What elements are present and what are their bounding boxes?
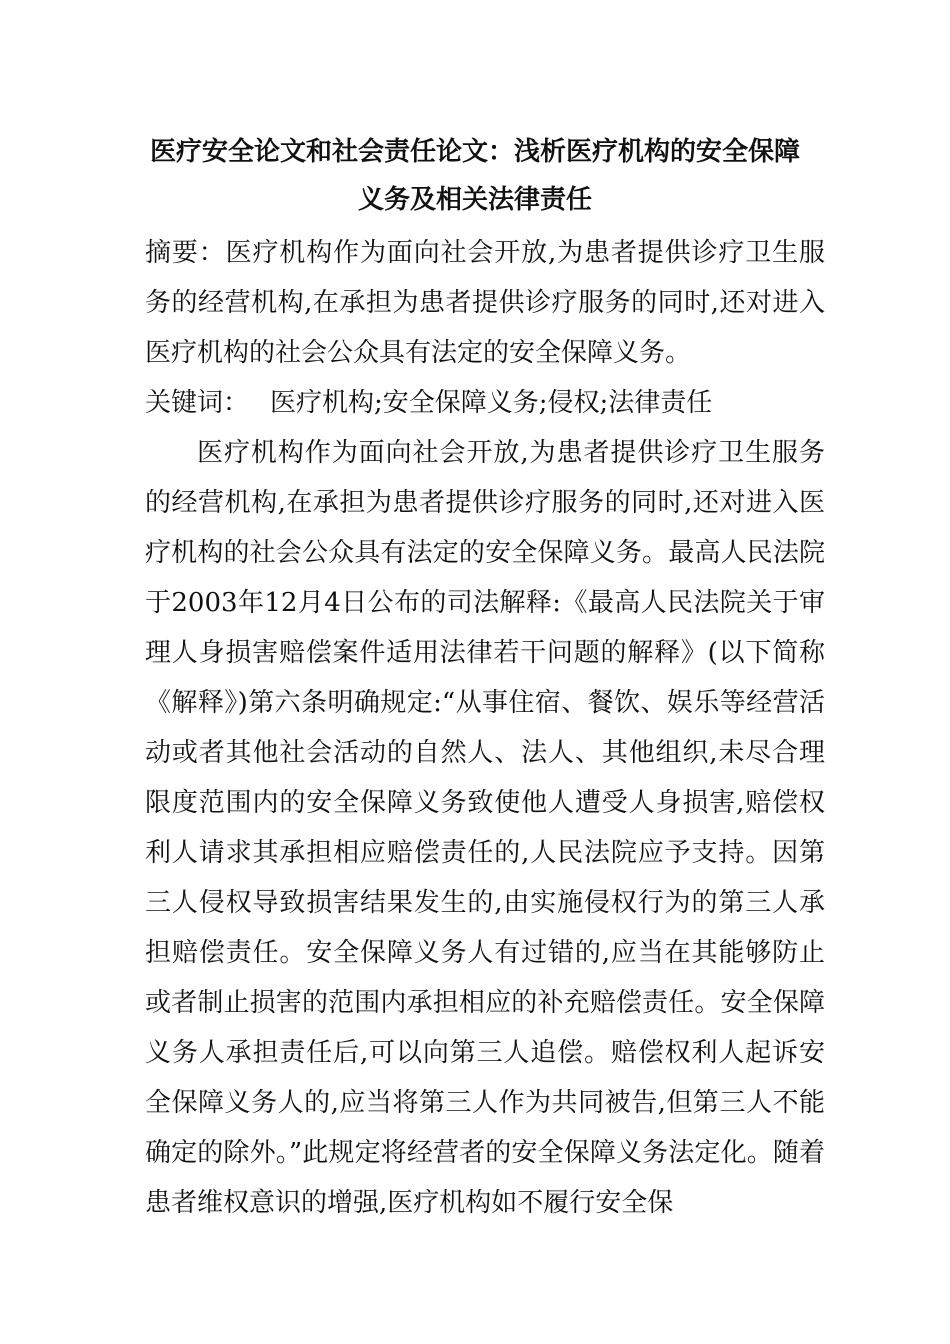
keywords-line [145, 378, 825, 428]
document-title-line-2: 义务及相关法律责任 [357, 185, 592, 215]
keywords-value: 医疗机构;安全保障义务;侵权;法律责任 [270, 388, 713, 418]
body-paragraph: 医疗机构作为面向社会开放,为患者提供诊疗卫生服务的经营机构,在承担为患者提供诊疗服务的同时,还对进入医疗机构的社会公众具有法定的安全保障义务。最高人民法院于2003年12月4日公布的司法解释:《最高人民法院关于审理人身损害赔偿案件适用法律若干问题的解释》(以下简称《解释》)第六条明确规定:“从事住宿、餐饮、娱乐等经营活动或者其他社会活动的自然人、法人、其他组织,未尽合理限度范围内的安全保障义务致使他人遭受人身损害,赔偿权利人请求其承担相应赔偿责任的,人民法院应予支持。因第三人侵权导致损害结果发生的,由实施侵权行为的第三人承担赔偿责任。安全保障义务人有过错的,应当在其能够防止或者制止损害的范围内承担相应的补充赔偿责任。安全保障义务人承担责任后,可以向第三人追偿。赔偿权利人起诉安全保障义务人的,应当将第三人作为共同被告,但第三人不能确定的除外。”此规定将经营者的安全保障义务法定化。随着患者维权意识的增强,医疗机构如不履行安全保 [145, 438, 825, 1218]
keywords-label: 关键词： [145, 388, 250, 418]
abstract-paragraph: 摘要：医疗机构作为面向社会开放,为患者提供诊疗卫生服务的经营机构,在承担为患者提供诊疗服务的同时,还对进入医疗机构的社会公众具有法定的安全保障义务。 [145, 238, 825, 368]
document-title-line-1: 医疗安全论文和社会责任论文：浅析医疗机构的安全保障 [149, 137, 800, 167]
